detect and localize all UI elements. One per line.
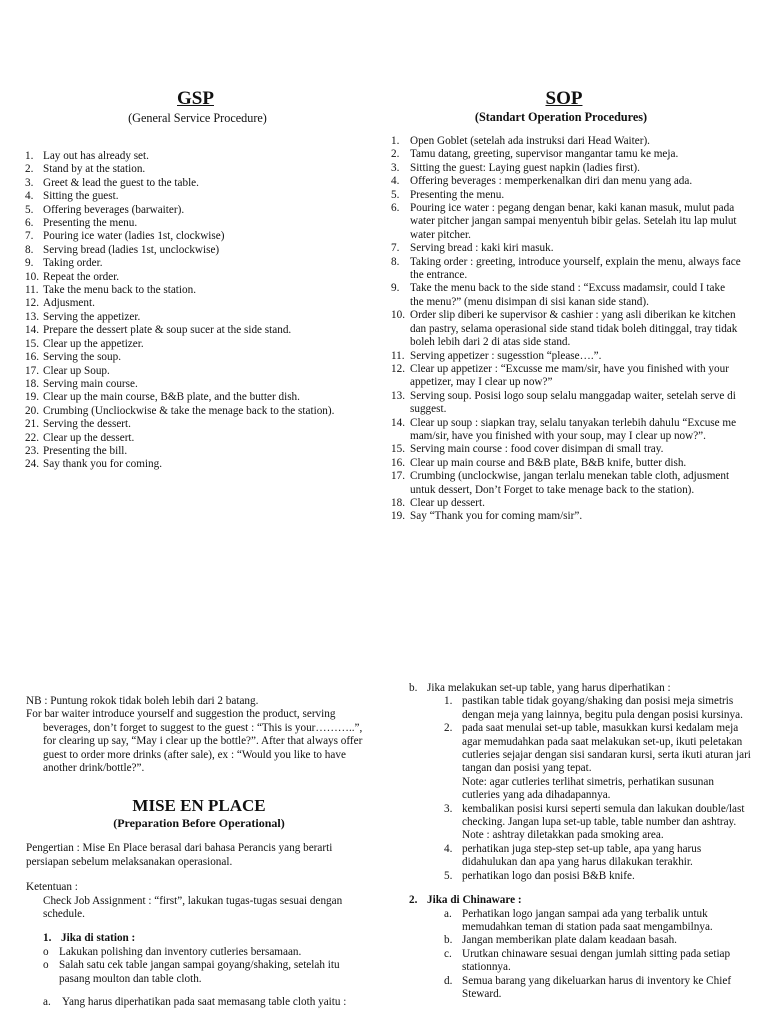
sop-subtitle: (Standart Operation Procedures) [474,110,648,124]
item-text: kembalikan posisi kursi seperti semula dan lakukan double/last checking. Jangan lupa set-up table, table number dan ashtray. [462,802,745,829]
item-number: 15. [391,443,405,456]
list-item [25,150,370,163]
item-text: Say thank you for coming. [43,458,163,471]
item-text: Serving the soup. [43,351,121,364]
item-text: Sitting the guest: Laying guest napkin (ladies first). [410,161,640,174]
list-item [25,177,370,190]
item-number: 5. [25,203,34,216]
item-text: Adjusment. [43,297,95,310]
china-number: 2. [409,894,418,907]
item-number: 14. [25,324,39,337]
list-item [391,282,741,309]
item-number: 24. [25,458,39,471]
item-text: Clear up the dessert. [43,431,135,444]
item-text: Crumbing (unclockwise, jangan terlalu menekan table cloth, adjusment untuk dessert, Don’t Forget to take menage back to the station). [410,470,730,496]
china-list [444,908,754,1002]
item-number: 9. [25,257,34,270]
gsp-section [25,88,370,472]
item-number: 18. [391,496,405,509]
list-item [391,497,741,510]
item-text: Serving soup. Posisi logo soup selalu manggadap waiter, setelah serve di suggest. [410,389,736,416]
list-item [444,803,754,830]
item-number: 2. [25,163,34,176]
list-item [391,148,741,161]
item-number: 16. [25,351,39,364]
gsp-subtitle: (General Service Procedure) [128,111,267,125]
gsp-list [25,150,370,472]
list-item [25,432,370,445]
item-text: Serving the appetizer. [43,310,141,323]
item-number: 2. [444,722,453,735]
item-number: 18. [25,377,39,390]
list-item [25,271,370,284]
list-item [391,470,741,497]
list-item [391,363,741,390]
list-item [25,311,370,324]
list-item [25,405,370,418]
list-item [444,843,754,870]
list-item [391,390,741,417]
list-item [43,959,372,986]
list-item [444,908,754,935]
station-cut-number: a. [43,996,51,1009]
item-text: Pouring ice water (ladies 1st, clockwise) [43,230,225,243]
item-number: 1. [391,135,400,147]
item-number: o [43,959,49,972]
item-number: 11. [25,284,39,297]
item-number: 5. [391,188,400,201]
item-text: Presenting the menu. [410,188,505,201]
item-number: 7. [25,230,34,243]
list-item [391,175,741,188]
item-number: 4. [444,842,453,855]
item-text: Order slip diberi ke supervisor & cashier : yang asli diberikan ke kitchen dan pastry, selama operasional side stand tidak boleh ditinggal, tray tidak boleh lebih dari 2 di atas side stand. [410,309,738,349]
item-text: Clear up Soup. [43,364,110,377]
item-text: Serving bread (ladies 1st, unclockwise) [43,243,220,256]
item-text: Offering beverages (barwaiter). [43,203,185,216]
list-item [391,457,741,470]
item-text: Greet & lead the guest to the table. [43,176,199,189]
list-item [391,202,741,242]
item-text: Tamu datang, greeting, supervisor mangantar tamu ke meja. [410,148,679,161]
list-item [25,204,370,217]
item-number: 20. [25,404,39,417]
item-number: 7. [391,242,400,255]
item-number: d. [444,974,453,987]
list-item [25,163,370,176]
item-text: Lakukan polishing dan inventory cutleries bersamaan. [59,945,302,958]
station-bullets [43,946,372,986]
station-cut-text: Yang harus diperhatikan pada saat memasang table cloth yaitu : [62,996,347,1009]
item-text: Presenting the bill. [43,444,128,457]
item-number: 1. [444,695,453,708]
list-item [444,695,754,722]
list-item [25,365,370,378]
item-text: Crumbing (Uncliockwise & take the menage back to the station). [43,404,335,417]
item-number: 3. [444,802,453,815]
item-number: 17. [25,364,39,377]
item-number: 8. [391,255,400,268]
item-number: b. [444,934,453,947]
item-number: o [43,945,49,958]
item-text: Clear up soup : siapkan tray, selalu tanyakan terlebih dahulu “Excuse me mam/sir, have you finished with your soup, may I clear up now?”. [410,416,737,442]
item-number: 5. [444,869,453,882]
setup-text: Jika melakukan set-up table, yang harus diperhatikan : [427,682,671,694]
mise-check: Check Job Assignment : “first”, lakukan tugas-tugas sesuai dengan schedule. [43,894,343,921]
item-number: c. [444,947,452,960]
item-text: Perhatikan logo jangan sampai ada yang terbalik untuk memudahkan teman di station pada saat mengambilnya. [462,907,713,933]
list-item [444,776,754,803]
item-number: 8. [25,243,34,256]
list-item [25,217,370,230]
nb-bar-waiter-text: For bar waiter introduce yourself and suggestion the product, serving beverages, don’t forget to suggest to the guest : “This is your………..”, for clearing up say, “May i clear up the bottle?”. After that always offer guest to order more drinks (after sale), ex : “Would you like to have another drink/bottle?”. [26,708,363,775]
item-number: 16. [391,456,405,469]
sop-title: SOP [545,88,583,109]
item-text: pastikan table tidak goyang/shaking dan posisi meja simetris dengan meja yang lainnya, begitu pula dengan posisi kursinya. [462,695,743,721]
setup-letter: b. [409,682,418,694]
item-text: Serving main course : food cover disimpan di small tray. [410,443,664,456]
item-number: a. [444,907,452,920]
list-item [25,458,370,471]
nb-line: NB : Puntung rokok tidak boleh lebih dari 2 batang. [26,695,259,707]
item-text: Pouring ice water : pegang dengan benar, kaki kanan masuk, mulut pada water pitcher jangan sampai menyentuh bibir gelas. Setelah itu lap mulut water pitcher. [410,202,737,241]
list-item [25,257,370,270]
item-number: 23. [25,444,39,457]
item-text: perhatikan logo dan posisi B&B knife. [462,869,635,882]
item-number: 15. [25,337,39,350]
item-number: 4. [391,175,400,188]
item-number: 19. [391,510,405,523]
item-text: pada saat menulai set-up table, masukkan kursi kedalam meja agar memudahkan pada saat melakukan set-up, ikuti peletakan cutleries sejajar dengan sisi sandaran kursi, serta ikuti aturan jari tangan dan posisi yang tepat. [462,722,751,775]
list-item [25,190,370,203]
list-item [25,351,370,364]
item-text: Taking order : greeting, introduce yourself, explain the menu, always face the entrance. [410,255,741,282]
station-cut-item [43,996,372,1009]
item-number: 9. [391,282,400,295]
item-number: 4. [25,190,34,203]
list-item [25,230,370,243]
item-text: Stand by at the station. [43,163,146,176]
item-text: Offering beverages : memperkenalkan diri dan menu yang ada. [410,175,693,188]
list-item [391,135,741,148]
item-text: Take the menu back to the side stand : “Excuss madamsir, could I take the menu?” (menu disimpan di sisi kanan side stand). [410,282,726,308]
item-text: Semua barang yang dikeluarkan harus di inventory ke Chief Steward. [462,974,732,1000]
item-number: 6. [391,202,400,215]
list-item [444,870,754,883]
list-item [25,244,370,257]
item-number: 13. [391,389,405,402]
item-number: 21. [25,418,39,431]
item-number: 2. [391,148,400,161]
item-text: Prepare the dessert plate & soup sucer at the side stand. [43,324,292,337]
item-text: Serving bread : kaki kiri masuk. [410,242,554,255]
item-text: Open Goblet (setelah ada instruksi dari Head Waiter). [410,135,650,147]
item-text: Serving appetizer : sugesstion “please….”. [410,349,602,362]
item-text: Salah satu cek table jangan sampai goyang/shaking, setelah itu pasang moulton dan table cloth. [59,959,340,985]
item-text: Note : ashtray diletakkan pada smoking area. [462,829,664,842]
item-text: Say “Thank you for coming mam/sir”. [410,510,583,523]
list-item [25,378,370,391]
item-number: 19. [25,391,39,404]
item-number: 1. [25,150,34,162]
list-item [391,309,741,349]
list-item [444,975,754,1002]
item-text: Note: agar cutleries terlihat simetris, perhatikan susunan cutleries yang ada dihadapannya. [462,775,714,802]
list-item [391,350,741,363]
setup-list [444,695,754,883]
list-item [25,338,370,351]
item-number: 3. [391,161,400,174]
item-text: Repeat the order. [43,270,120,283]
mise-pengertian: Pengertian : Mise En Place berasal dari bahasa Perancis yang berarti persiapan sebelum melaksanakan operasional. [26,842,333,868]
item-number: 22. [25,431,39,444]
nb-bar-waiter [26,708,372,775]
lower-right [409,682,754,1001]
item-number: 17. [391,470,405,483]
list-item [391,510,741,523]
list-item [25,297,370,310]
sop-list [391,135,741,524]
station-title: Jika di station : [61,932,136,945]
item-number: 6. [25,217,34,230]
list-item [444,722,754,776]
list-item [391,242,741,255]
item-text: Serving main course. [43,377,138,390]
list-item [444,934,754,947]
item-text: Lay out has already set. [43,150,149,162]
item-text: Sitting the guest. [43,190,119,203]
item-number: 12. [25,297,39,310]
list-item [25,284,370,297]
item-text: Clear up appetizer : “Excusse me mam/sir, have you finished with your appetizer, may I clear up now?” [410,362,729,389]
list-item [391,443,741,456]
list-item [25,445,370,458]
item-number: 11. [391,349,405,362]
station-heading [43,932,372,945]
setup-heading [409,682,754,695]
lower-left [26,695,372,1010]
item-text: Serving the dessert. [43,418,131,431]
item-text: Take the menu back to the station. [43,284,196,297]
list-item [25,391,370,404]
station-number: 1. [43,932,52,945]
list-item [444,948,754,975]
mise-ketentuan: Ketentuan : [26,881,78,894]
item-number: 10. [25,270,39,283]
china-heading [409,894,754,907]
item-text: Urutkan chinaware sesuai dengan jumlah sitting pada setiap stationnya. [462,947,731,974]
item-number: 13. [25,310,39,323]
item-number: 14. [391,416,405,429]
mise-subtitle: (Preparation Before Operational) [113,816,285,831]
item-number: 3. [25,176,34,189]
item-text: Clear up the appetizer. [43,337,144,350]
item-text: perhatikan juga step-step set-up table, apa yang harus didahulukan dan apa yang harus dilakukan terakhir. [462,842,702,869]
list-item [43,946,372,959]
item-number: 12. [391,362,405,375]
item-text: Taking order. [43,257,103,270]
list-item [391,256,741,283]
item-text: Clear up main course and B&B plate, B&B knife, butter dish. [410,456,687,469]
list-item [25,324,370,337]
item-text: Presenting the menu. [43,217,138,230]
list-item [391,162,741,175]
item-text: Clear up dessert. [410,496,485,509]
item-number: 10. [391,309,405,322]
china-title: Jika di Chinaware : [427,894,522,907]
item-text: Jangan memberikan plate dalam keadaan basah. [462,934,677,947]
list-item [391,417,741,444]
list-item [25,418,370,431]
sop-section [391,88,741,524]
list-item [444,829,754,842]
list-item [391,189,741,202]
gsp-title: GSP [177,88,214,109]
mise-title: MISE EN PLACE [132,796,266,816]
item-text: Clear up the main course, B&B plate, and the butter dish. [43,391,300,404]
